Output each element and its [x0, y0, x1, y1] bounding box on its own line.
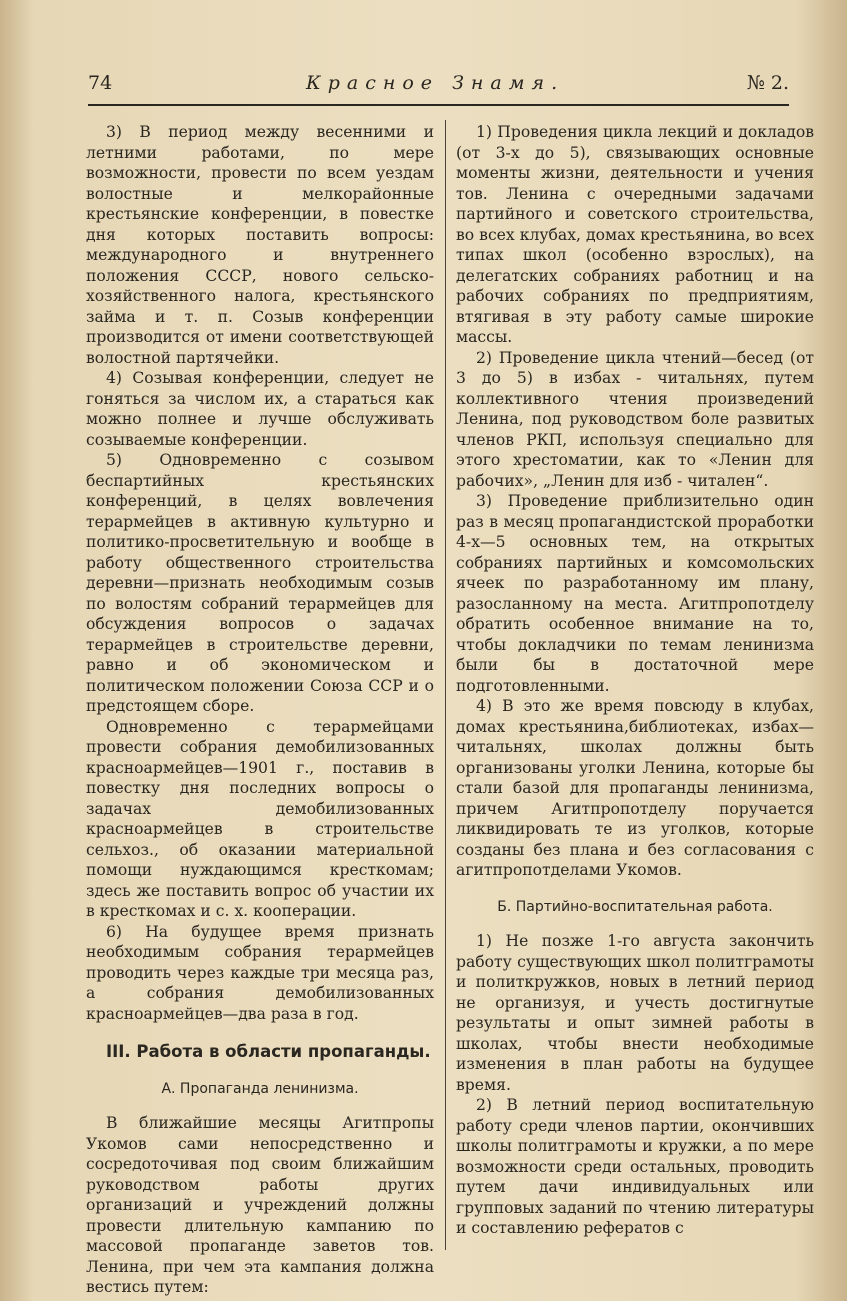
journal-title: Красное Знамя.: [306, 72, 565, 94]
left-column: [86, 122, 434, 1298]
subsection-heading: Б. Партийно-воспитательная работа.: [497, 898, 773, 915]
paragraph: 1) Не позже 1-го августа закончить работу существующих школ политграмоты и политкружков, новых в летний период не организуя, и учесть достигнутые результаты и опыт зимней работы в школах, чтобы внести необходимые изменения в план работы на будущее время.: [456, 932, 814, 1094]
right-column: [456, 122, 814, 1239]
paragraph: 5) Одновременно с созывом беспартийных крестьянских конференций, в целях вовлечения терармейцев в активную культурно и политико-просветительную и вообще в работу общественного строительства деревни—признать необходимым созыв по волостям собраний терармейцев для обсуждения вопросов о задачах терармейцев в строительстве деревни, равно и об экономическом и политическом положении Союза ССР и о предстоящем сборе.: [86, 451, 434, 715]
page-number: 74: [88, 72, 113, 94]
paragraph: 2) Проведение цикла чтений—бесед (от 3 до 5) в избах - читальнях, путем коллективного чтения произведений Ленина, под руководством боле развитых членов РКП, используя специально для этого хрестоматии, как то «Ленин для рабочих», „Ленин для изб - читален“.: [456, 348, 814, 490]
paragraph: 4) В это же время повсюду в клубах, домах крестьянина,библиотеках, избах—читальнях, школах должны быть организованы уголки Ленина, которые бы стали базой для пропаганды ленинизма, причем Агитпропотделу поручается ликвидировать те из уголков, которые созданы без плана и без согласования с агитпропотделами Укомов.: [456, 697, 814, 879]
paragraph: 3) Проведение приблизительно один раз в месяц пропагандистской проработки 4-х—5 основных тем, на открытых собраниях партийных и комсомольских ячеек по разработанному им плану, разосланному на места. Агитпропотделу обратить особенное внимание на то, чтобы докладчики по темам ленинизма были бы в достаточной мере подготовленными.: [456, 492, 814, 695]
paragraph: Одновременно с терармейцами провести собрания демобилизованных красноармейцев—1901 г., поставив в повестку дня последних вопросы о задачах демобилизованных красноармейцев в строительстве сельхоз., об оказании материальной помощи нуждающимся кресткомам; здесь же поставить вопрос об участии их в кресткомах и с. х. кооперации.: [86, 717, 434, 920]
page-header: [88, 72, 789, 106]
section-heading: III. Работа в области пропаганды.: [106, 1042, 431, 1061]
paragraph: 6) На будущее время признать необходимым собрания терармейцев проводить через каждые три месяца раз, а собрания демобилизованных красноармейцев—два раза в год.: [86, 922, 434, 1023]
paragraph: 1) Проведения цикла лекций и докладов (от 3-х до 5), связывающих основные моменты жизни, деятельности и учения тов. Ленина с очередными задачами партийного и советского строительства, во всех клубах, домах крестьянина, во всех типах школ (особенно взрослых), на делегатских собраниях работниц и на рабочих собраниях по предприятиям, втягивая в эту работу самые широкие массы.: [456, 123, 814, 346]
paragraph: В ближайшие месяцы Агитпропы Укомов сами непосредственно и сосредоточивая под своим ближайшим руководством работы других организаций и учреждений должны провести длительную кампанию по массовой пропаганде заветов тов. Ленина, при чем эта кампания должна вестись путем:: [86, 1114, 434, 1296]
subsection-heading: А. Пропаганда ленинизма.: [161, 1080, 359, 1097]
issue-number: № 2.: [746, 72, 789, 94]
paragraph: 2) В летний период воспитательную работу среди членов партии, окончивших школы политграмоты и кружки, а по мере возможности среди остальных, проводить путем дачи индивидуальных или групповых заданий по чтению литературы и составлению рефератов с: [456, 1096, 814, 1237]
column-divider: [445, 120, 446, 1250]
header-rule: [88, 104, 789, 106]
paragraph: 4) Созывая конференции, следует не гоняться за числом их, а стараться как можно полнее и лучше обслуживать созываемые конференции.: [86, 369, 434, 449]
paragraph: 3) В период между весенними и летними работами, по мере возможности, провести по всем уездам волостные и мелкорайонные крестьянские конференции, в повестке дня которых поставить вопросы: международного и внутреннего положения СССР, нового сельско-хозяйственного налога, крестьянского займа и т. п. Созыв конференции производится от имени соответствующей волостной партячейки.: [86, 123, 434, 367]
